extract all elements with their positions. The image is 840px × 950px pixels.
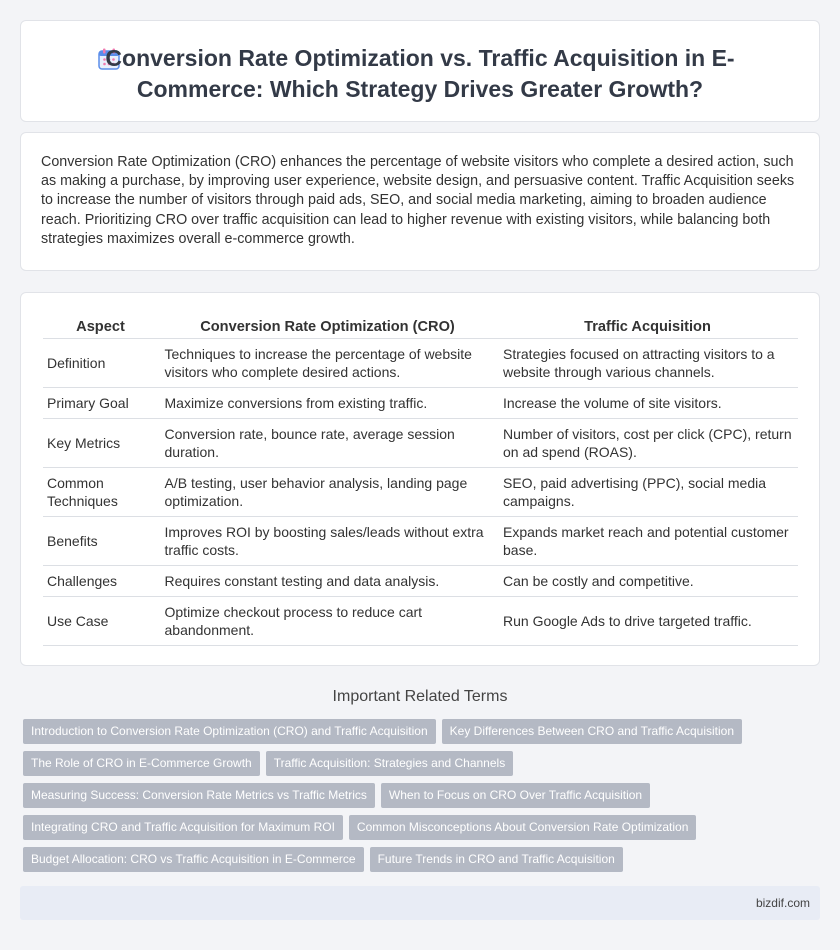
tag-row — [23, 783, 823, 815]
tag-row — [23, 815, 823, 847]
header-cro: Conversion Rate Optimization (CRO) — [158, 315, 497, 339]
row-traffic: Can be costly and competitive. — [497, 566, 798, 597]
table-row — [43, 597, 798, 646]
footer — [20, 886, 820, 920]
tag-row — [23, 847, 823, 879]
row-aspect: Benefits — [43, 517, 158, 566]
row-cro: Maximize conversions from existing traffic. — [158, 388, 497, 419]
related-term-tag[interactable]: Measuring Success: Conversion Rate Metrics vs Traffic Metrics — [23, 783, 375, 808]
row-cro: A/B testing, user behavior analysis, landing page optimization. — [158, 468, 497, 517]
row-traffic: SEO, paid advertising (PPC), social media campaigns. — [497, 468, 798, 517]
row-traffic: Expands market reach and potential customer base. — [497, 517, 798, 566]
row-traffic: Run Google Ads to drive targeted traffic. — [497, 597, 798, 646]
tag-row — [23, 719, 823, 751]
related-term-tag[interactable]: The Role of CRO in E-Commerce Growth — [23, 751, 260, 776]
table-header-row — [43, 315, 798, 339]
row-aspect: Primary Goal — [43, 388, 158, 419]
related-term-tag[interactable]: Future Trends in CRO and Traffic Acquisition — [370, 847, 623, 872]
tag-row — [23, 751, 823, 783]
title-card — [20, 20, 820, 122]
row-aspect: Definition — [43, 339, 158, 388]
row-cro: Requires constant testing and data analysis. — [158, 566, 497, 597]
comparison-table — [43, 315, 798, 646]
related-term-tag[interactable]: Budget Allocation: CRO vs Traffic Acquisition in E-Commerce — [23, 847, 364, 872]
row-cro: Improves ROI by boosting sales/leads without extra traffic costs. — [158, 517, 497, 566]
header-traffic: Traffic Acquisition — [497, 315, 798, 339]
related-terms-title: Important Related Terms — [332, 688, 508, 705]
table-row — [43, 517, 798, 566]
comparison-table-card — [20, 292, 820, 666]
row-traffic: Number of visitors, cost per click (CPC), return on ad spend (ROAS). — [497, 419, 798, 468]
table-row — [43, 419, 798, 468]
table-row — [43, 566, 798, 597]
row-cro: Techniques to increase the percentage of website visitors who complete desired actions. — [158, 339, 497, 388]
table-row — [43, 339, 798, 388]
related-term-tag[interactable]: Introduction to Conversion Rate Optimization (CRO) and Traffic Acquisition — [23, 719, 436, 744]
row-traffic: Increase the volume of site visitors. — [497, 388, 798, 419]
related-term-tag[interactable]: Common Misconceptions About Conversion Rate Optimization — [349, 815, 697, 840]
table-row — [43, 388, 798, 419]
row-cro: Optimize checkout process to reduce cart abandonment. — [158, 597, 497, 646]
row-aspect: Key Metrics — [43, 419, 158, 468]
related-term-tag[interactable]: When to Focus on CRO Over Traffic Acquisition — [381, 783, 650, 808]
table-row — [43, 468, 798, 517]
header-aspect: Aspect — [43, 315, 158, 339]
related-term-tag[interactable]: Key Differences Between CRO and Traffic Acquisition — [442, 719, 742, 744]
row-aspect: Common Techniques — [43, 468, 158, 517]
row-aspect: Use Case — [43, 597, 158, 646]
related-term-tag[interactable]: Traffic Acquisition: Strategies and Channels — [266, 751, 513, 776]
row-traffic: Strategies focused on attracting visitors to a website through various channels. — [497, 339, 798, 388]
intro-card — [20, 132, 820, 271]
footer-site-link[interactable]: bizdif.com — [755, 896, 810, 910]
row-cro: Conversion rate, bounce rate, average session duration. — [158, 419, 497, 468]
page-title: Conversion Rate Optimization vs. Traffic Acquisition in E-Commerce: Which Strategy Drives Greater Growth? — [105, 45, 735, 102]
related-terms-list — [23, 719, 823, 879]
intro-paragraph: Conversion Rate Optimization (CRO) enhances the percentage of website visitors who complete a desired action, such as making a purchase, by improving user experience, website design, and persuasive content. Traffic Acquisition seeks to increase the number of visitors through paid ads, SEO, and social media marketing, aiming to broaden audience reach. Prioritizing CRO over traffic acquisition can lead to higher revenue with existing visitors, while balancing both strategies maximizes overall e-commerce growth. — [41, 154, 795, 247]
row-aspect: Challenges — [43, 566, 158, 597]
related-term-tag[interactable]: Integrating CRO and Traffic Acquisition for Maximum ROI — [23, 815, 343, 840]
